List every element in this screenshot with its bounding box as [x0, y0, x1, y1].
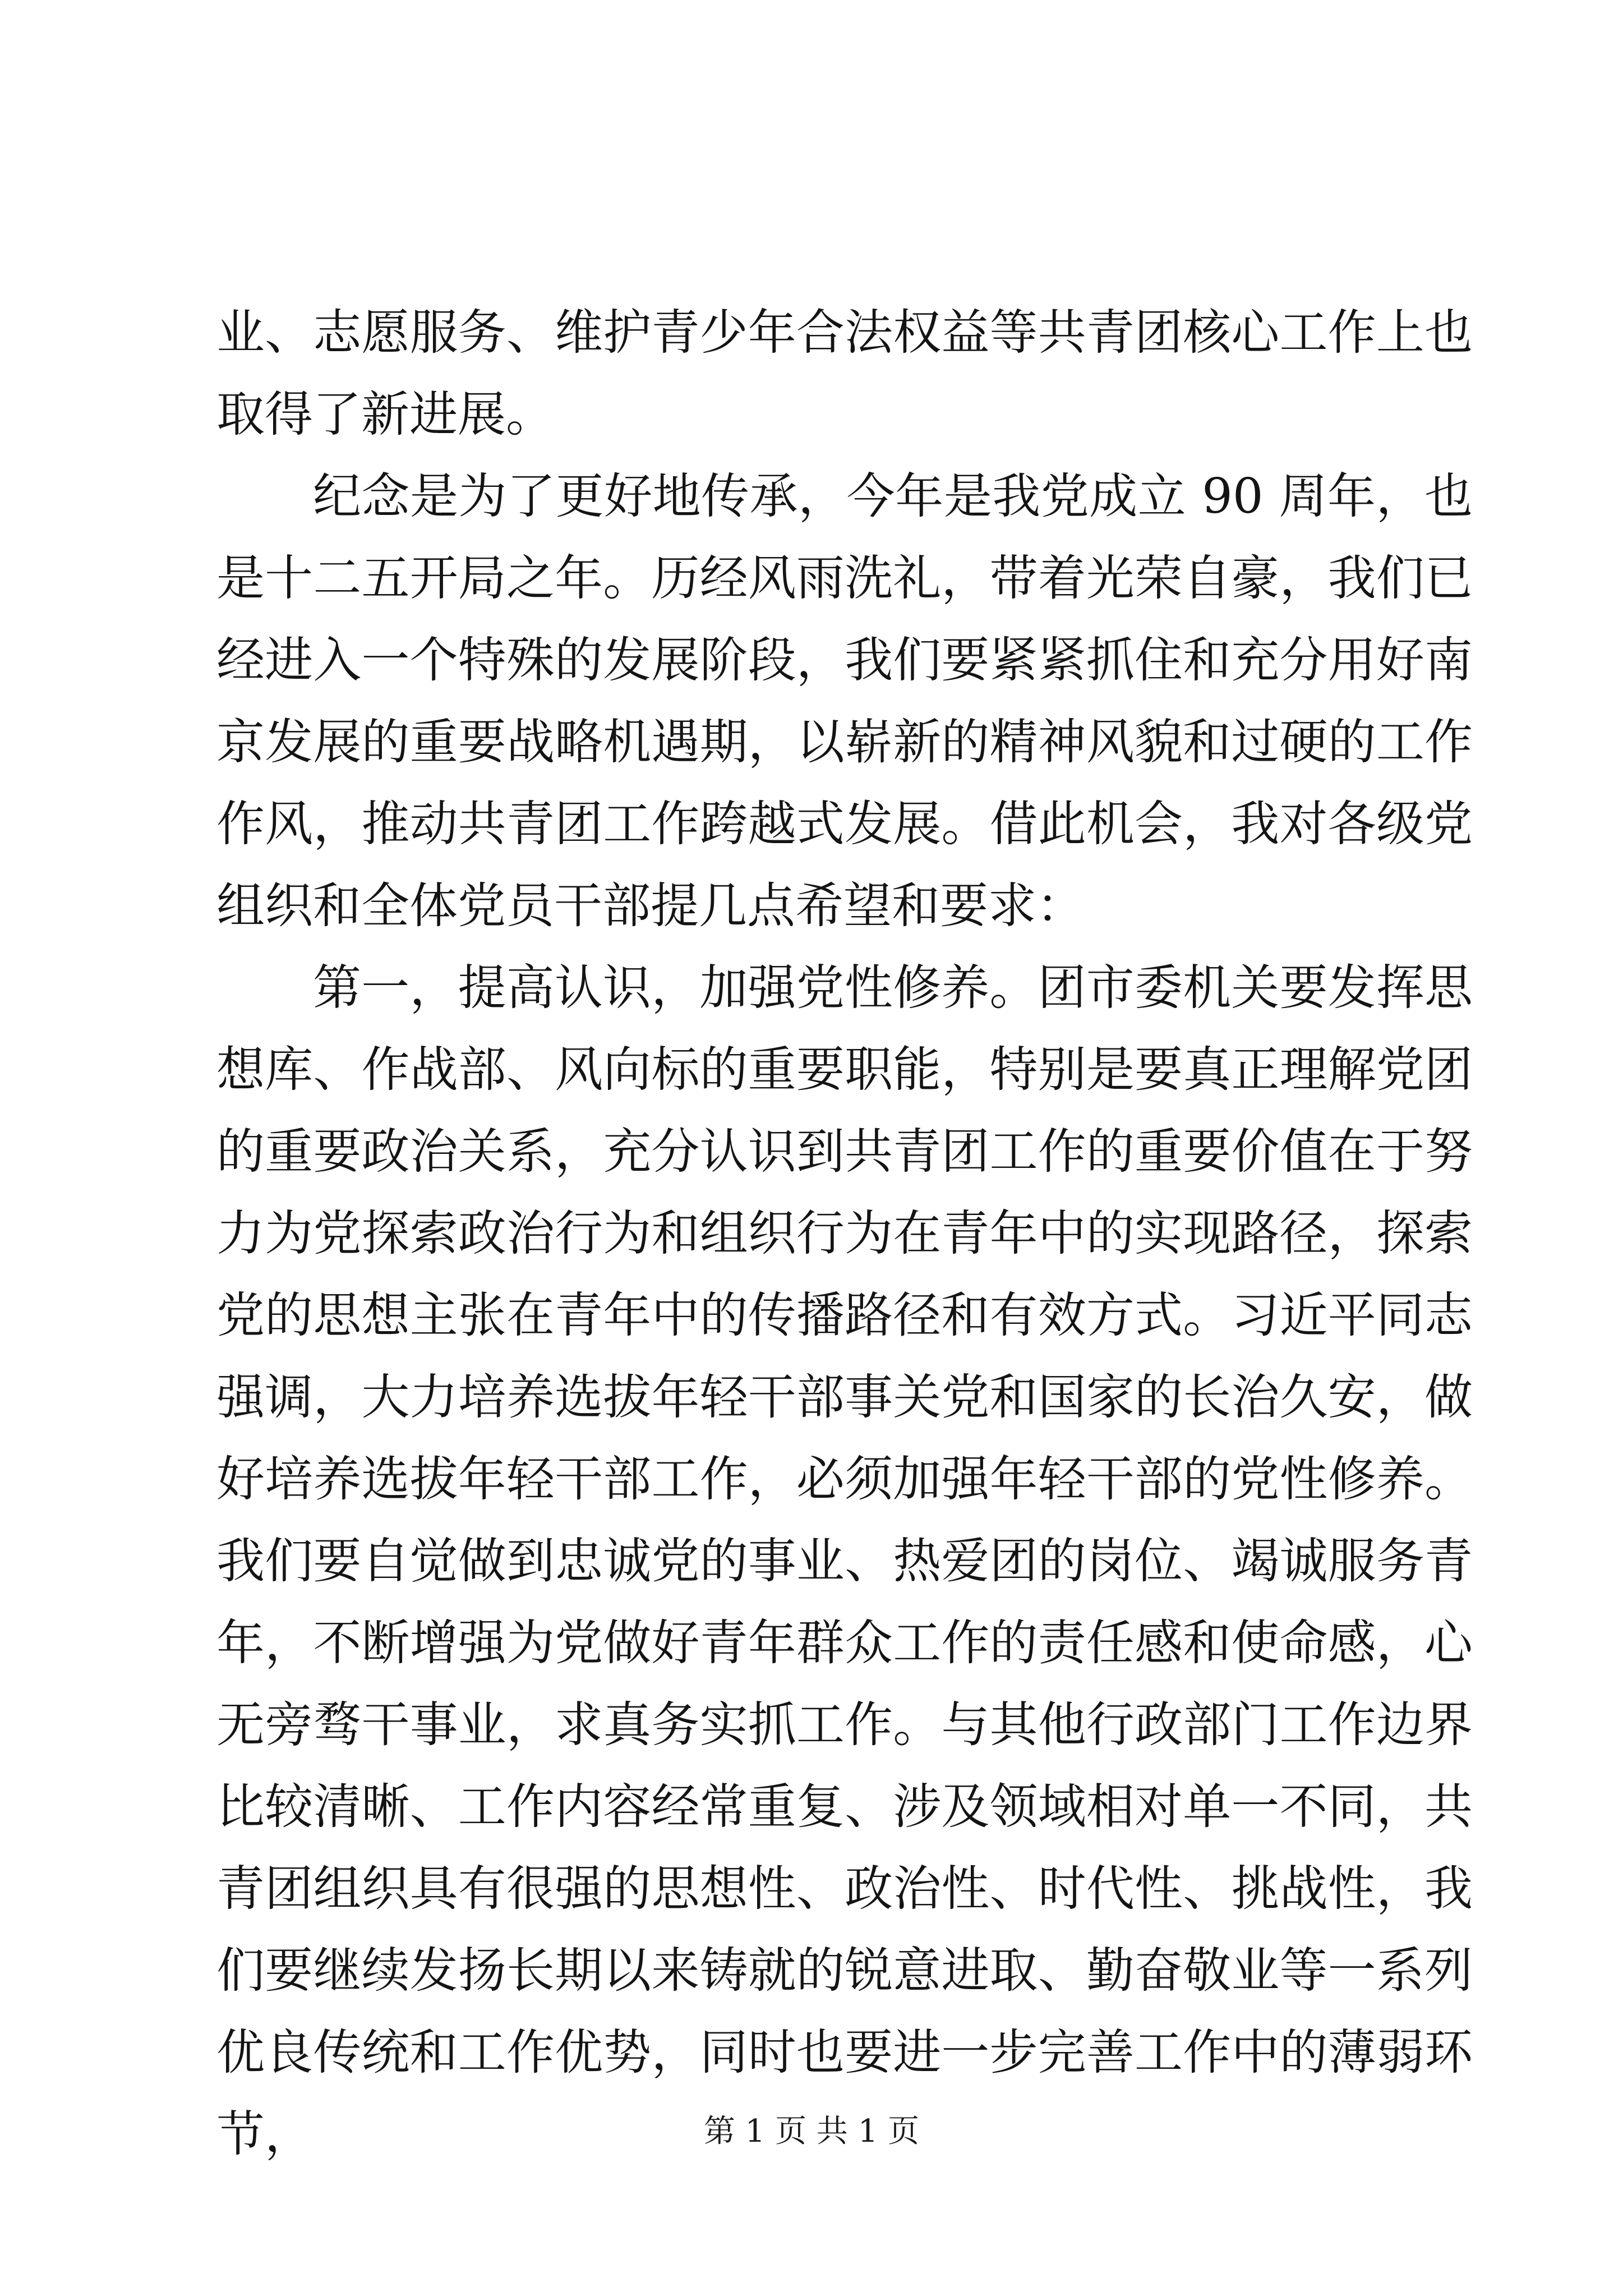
document-body [216, 292, 1473, 2175]
paragraph-2: 纪念是为了更好地传承，今年是我党成立 90 周年，也是十二五开局之年。历经风雨洗礼，带着光荣自豪，我们已经进入一个特殊的发展阶段，我们要紧紧抓住和充分用好南京发展的重要战略机遇期，以崭新的精神风貌和过硬的工作作风，推动共青团工作跨越式发展。借此机会，我对各级党组织和全体党员干部提几点希望和要求： [216, 468, 1473, 934]
page-number-footer: 第 1 页 共 1 页 [703, 2113, 920, 2150]
paragraph-1: 业、志愿服务、维护青少年合法权益等共青团核心工作上也取得了新进展。 [216, 305, 1473, 443]
paragraph-3: 第一，提高认识，加强党性修养。团市委机关要发挥思想库、作战部、风向标的重要职能，特别是要真正理解党团的重要政治关系，充分认识到共青团工作的重要价值在于努力为党探索政治行为和组织行为在青年中的实现路径，探索党的思想主张在青年中的传播路径和有效方式。习近平同志强调，大力培养选拔年轻干部事关党和国家的长治久安，做好培养选拔年轻干部工作，必须加强年轻干部的党性修养。我们要自觉做到忠诚党的事业、热爱团的岗位、竭诚服务青年，不断增强为党做好青年群众工作的责任感和使命感，心无旁骛干事业，求真务实抓工作。与其他行政部门工作边界比较清晰、工作内容经常重复、涉及领域相对单一不同，共青团组织具有很强的思想性、政治性、时代性、挑战性，我们要继续发扬长期以来铸就的锐意进取、勤奋敬业等一系列优良传统和工作优势，同时也要进一步完善工作中的薄弱环节， [216, 960, 1473, 2162]
